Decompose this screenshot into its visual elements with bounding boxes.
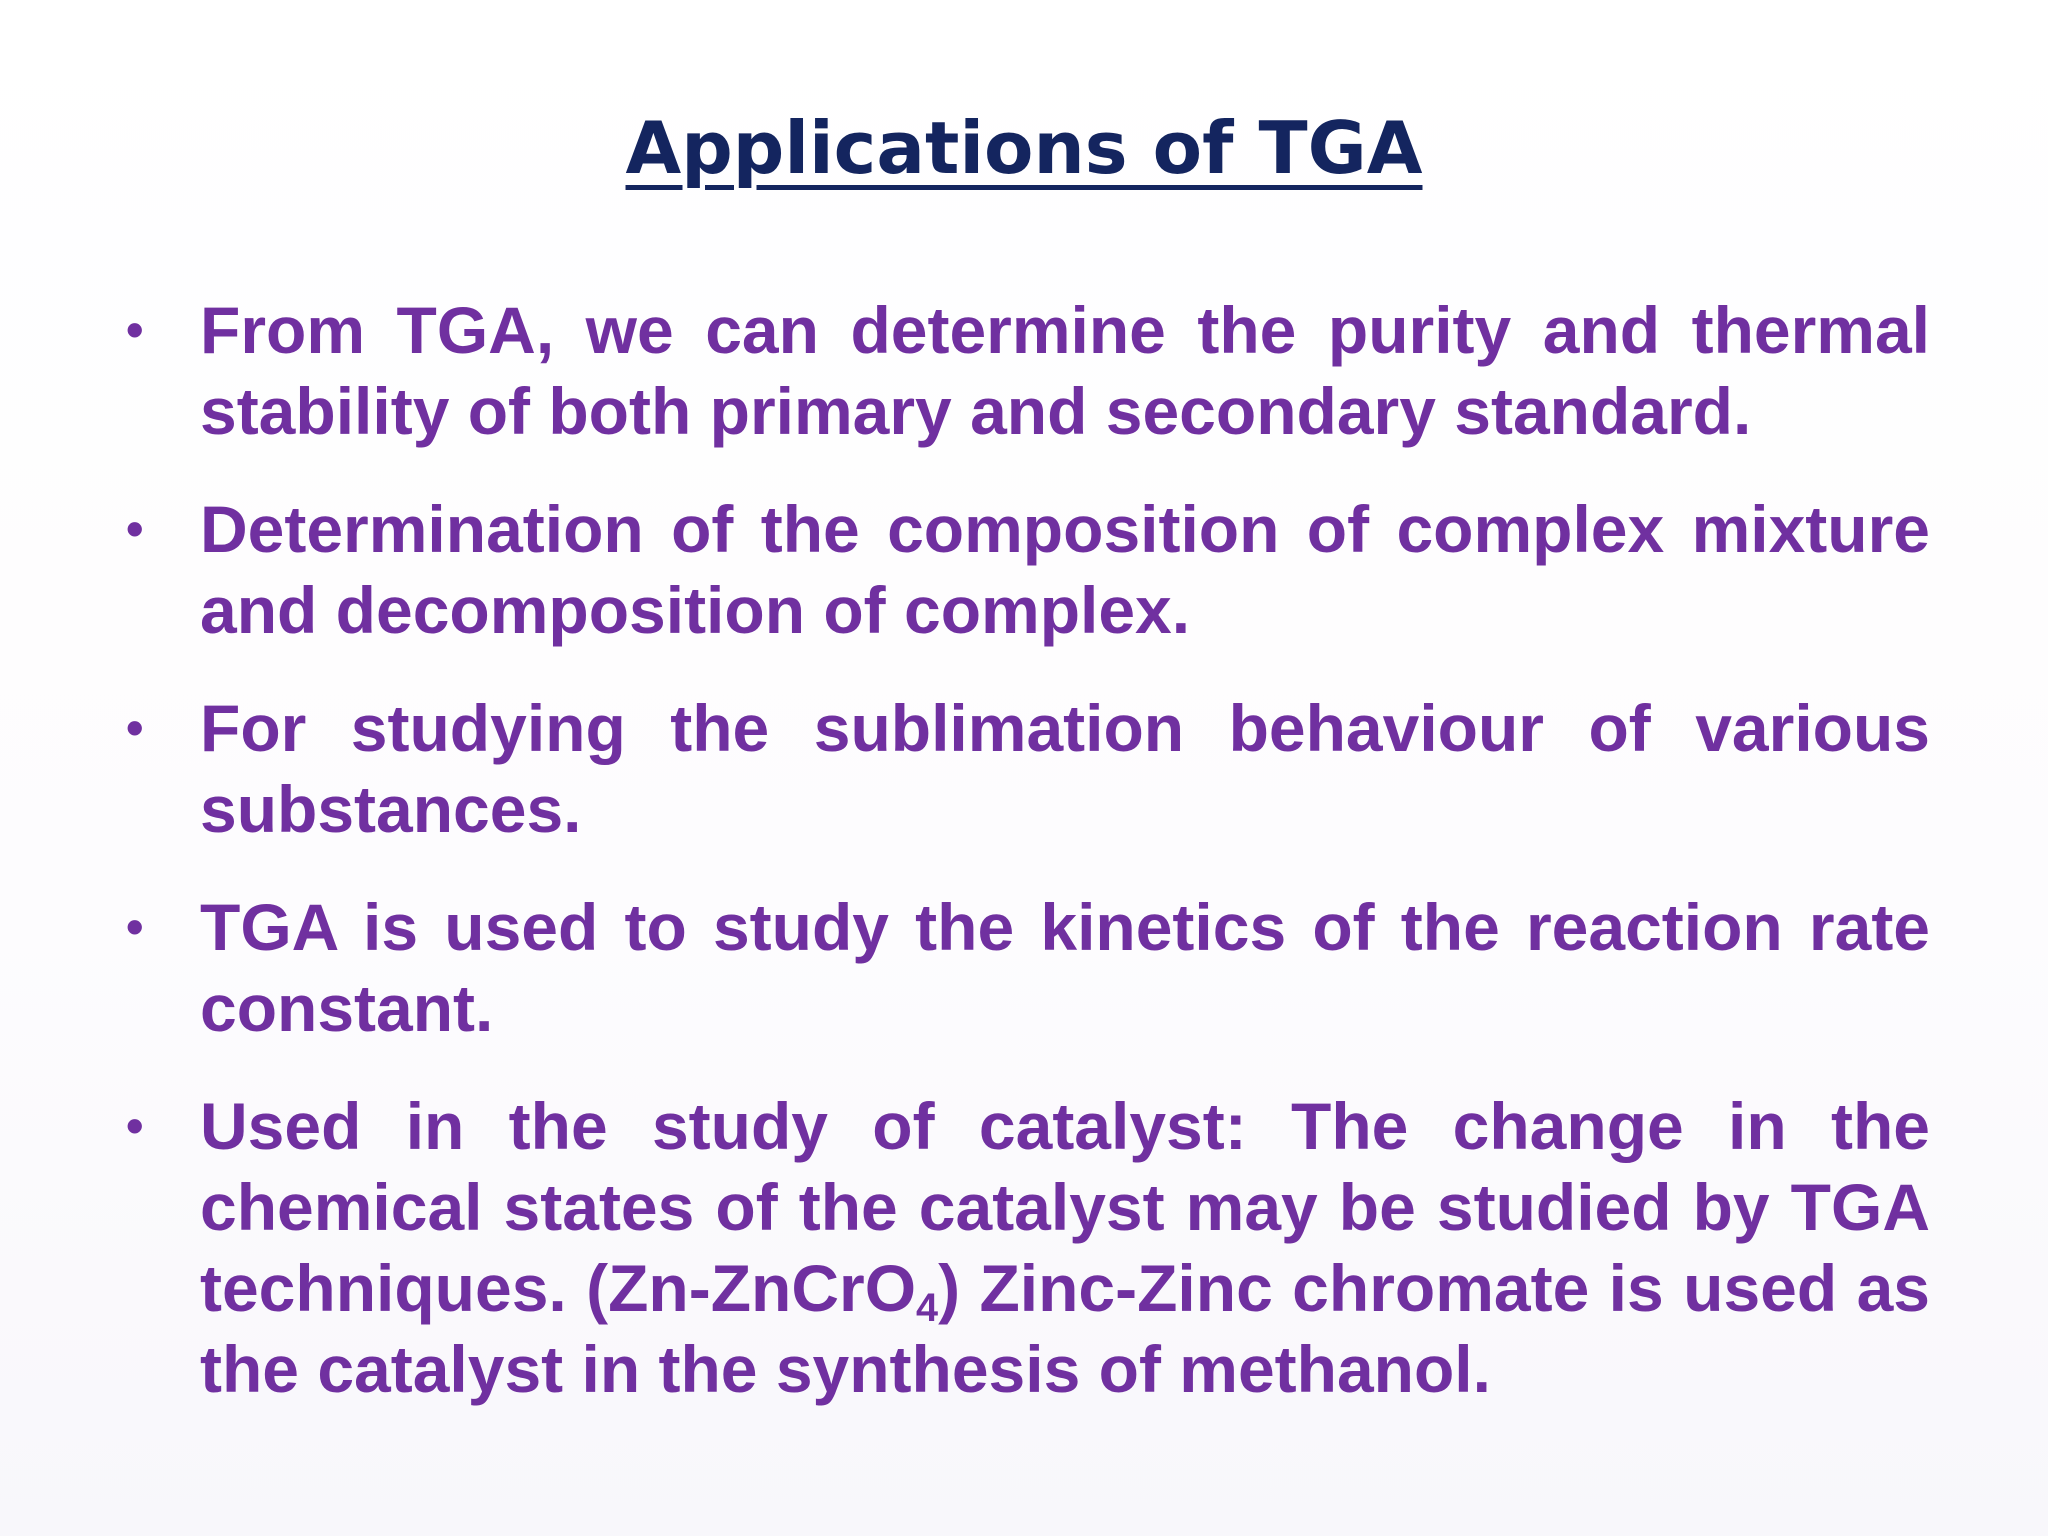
bullet-text: For studying the sublimation behaviour of various substances. (200, 691, 1930, 846)
catalyst-text-before: Used in the study of catalyst: The change in the chemical states of the catalyst may be studied by TGA techniques. (Zn-ZnCrO (200, 1089, 1930, 1325)
bullet-dot-icon: • (126, 700, 144, 756)
bullet-item-catalyst (120, 1086, 1930, 1410)
bullet-dot-icon: • (126, 899, 144, 955)
bullet-text: TGA is used to study the kinetics of the reaction rate constant. (200, 890, 1930, 1045)
bullet-text: From TGA, we can determine the purity and thermal stability of both primary and secondary standard. (200, 293, 1930, 448)
bullet-item-purity (120, 290, 1930, 452)
slide-title-text: Applications of TGA (625, 106, 1423, 190)
bullet-text: Determination of the composition of complex mixture and decomposition of complex. (200, 492, 1930, 647)
bullet-text-catalyst (200, 1089, 1930, 1406)
bullet-dot-icon: • (126, 302, 144, 358)
bullet-item-kinetics (120, 887, 1930, 1049)
bullet-list (120, 290, 1930, 1447)
bullet-item-composition (120, 489, 1930, 651)
slide-title (0, 106, 2048, 190)
formula-subscript: 4 (916, 1285, 939, 1330)
catalyst-text-after: ) Zinc-Zinc chromate is used as the catalyst in the synthesis of methanol. (200, 1251, 1930, 1406)
bullet-item-sublimation (120, 688, 1930, 850)
bullet-dot-icon: • (126, 1098, 144, 1154)
bullet-dot-icon: • (126, 501, 144, 557)
